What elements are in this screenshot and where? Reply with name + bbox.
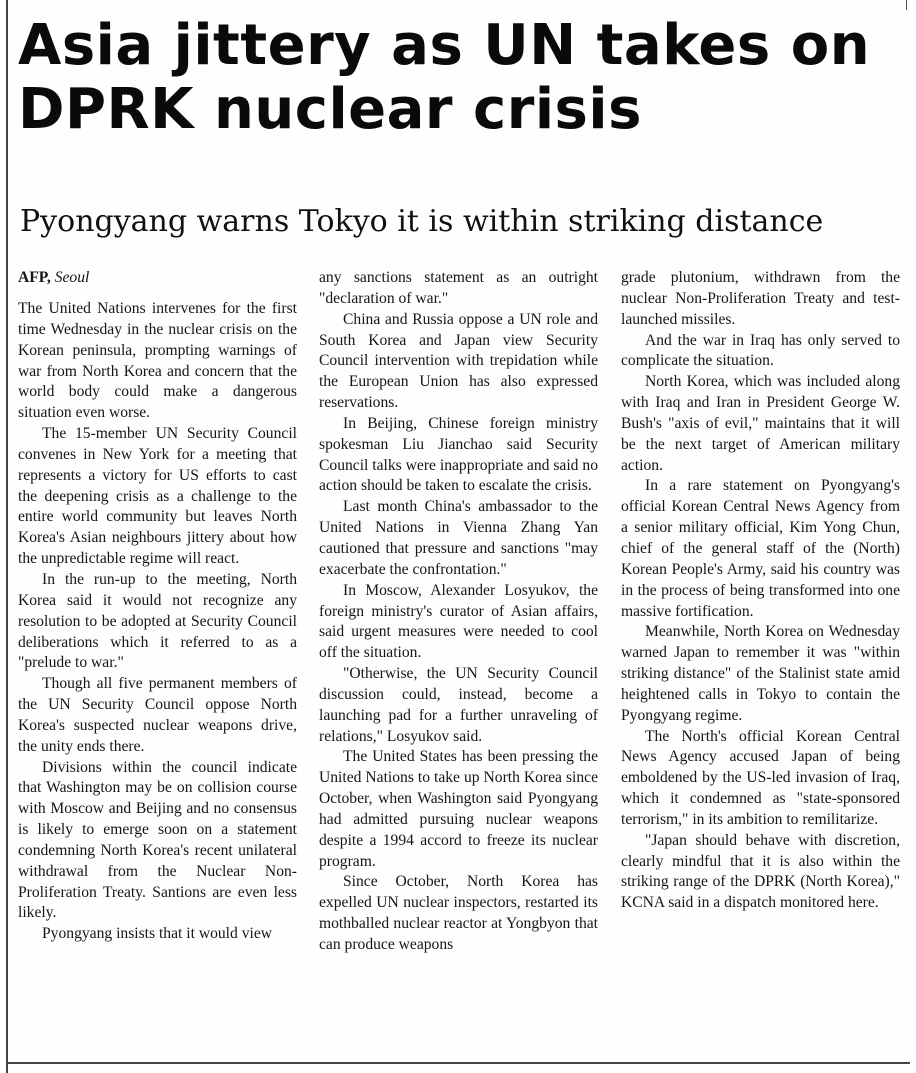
paragraph: grade plutonium, withdrawn from the nuclear Non-Proliferation Treaty and test-launched missiles. (621, 269, 900, 328)
article-column-1 (18, 268, 297, 945)
paragraph: The United Nations intervenes for the first time Wednesday in the nuclear crisis on the Korean peninsula, prompting warnings of war from North Korea and concern that the world body could make a dangerous situation even worse. (18, 300, 297, 422)
paragraph: In a rare statement on Pyongyang's official Korean Central News Agency from a senior military official, Kim Yong Chun, chief of the general staff of the (North) Korean People's Army, said his country was in the process of being transformed into one massive fortification. (621, 477, 900, 620)
paragraph: Divisions within the council indicate that Washington may be on collision course with Moscow and Beijing and no consensus is likely to emerge soon on a statement condemning North Korea's recent unilateral withdrawal from the Nuclear Non-Proliferation Treaty. Santions are even less likely. (18, 758, 297, 922)
byline (18, 268, 297, 288)
paragraph: In Moscow, Alexander Losyukov, the foreign ministry's curator of Asian affairs, said urgent measures were needed to cool off the situation. (319, 581, 598, 662)
paragraph: Meanwhile, North Korea on Wednesday warned Japan to remember it was "within striking distance" of the Stalinist state amid heightened calls in Tokyo to contain the Pyongyang regime. (621, 623, 900, 724)
left-column-rule (6, 0, 8, 1073)
paragraph: The United States has been pressing the United Nations to take up North Korea since October, when Washington said Pyongyang had admitted pursuing nuclear weapons despite a 1994 accord to freeze its nuclear program. (319, 748, 598, 870)
paragraph: And the war in Iraq has only served to complicate the situation. (621, 331, 900, 370)
paragraph: The North's official Korean Central News Agency accused Japan of being emboldened by the US-led invasion of Iraq, which it condemned as "state-sponsored terrorism," in its ambition to remilitarize. (621, 727, 900, 828)
bottom-rule (6, 1062, 910, 1064)
subheadline: Pyongyang warns Tokyo it is within striking distance (20, 204, 824, 239)
right-edge-rule (906, 0, 907, 10)
article-column-2 (319, 268, 598, 956)
paragraph: Though all five permanent members of the UN Security Council oppose North Korea's suspected nuclear weapons drive, the unity ends there. (18, 675, 297, 755)
paragraph: Since October, North Korea has expelled UN nuclear inspectors, restarted its mothballed nuclear reactor at Yongbyon that can produce weapons (319, 873, 598, 953)
byline-dateline: Seoul (54, 269, 90, 286)
paragraph: "Otherwise, the UN Security Council discussion could, instead, become a launching pad for a further unraveling of relations," Losyukov said. (319, 665, 598, 745)
byline-agency: AFP, (18, 269, 51, 286)
paragraph: Last month China's ambassador to the United Nations in Vienna Zhang Yan cautioned that pressure and sanctions "may exacerbate the confrontation." (319, 498, 598, 578)
paragraph: The 15-member UN Security Council convenes in New York for a meeting that represents a victory for US efforts to cast the deepening crisis as a challenge to the entire world community but leaves North Korea's Asian neighbours jittery about how the unpredictable regime will react. (18, 425, 297, 568)
paragraph: In the run-up to the meeting, North Korea said it would not recognize any resolution to be adopted at Security Council deliberations which it referred to as a "prelude to war." (18, 570, 297, 672)
article-column-3 (621, 268, 900, 914)
headline: Asia jittery as UN takes on DPRK nuclear crisis (18, 13, 871, 142)
paragraph: North Korea, which was included along with Iraq and Iran in President George W. Bush's "axis of evil," maintains that it will be the next target of American military action. (621, 373, 900, 474)
paragraph: "Japan should behave with discretion, clearly mindful that it is also within the striking range of the DPRK (North Korea)," KCNA said in a dispatch monitored here. (621, 831, 900, 912)
paragraph: Pyongyang insists that it would view (42, 925, 273, 943)
paragraph: any sanctions statement as an outright "declaration of war." (319, 269, 598, 307)
paragraph: China and Russia oppose a UN role and South Korea and Japan view Security Council intervention with trepidation while the European Union has also expressed reservations. (319, 310, 598, 412)
paragraph: In Beijing, Chinese foreign ministry spokesman Liu Jianchao said Security Council talks were inappropriate and said no action should be taken to escalate the crisis. (319, 414, 598, 495)
